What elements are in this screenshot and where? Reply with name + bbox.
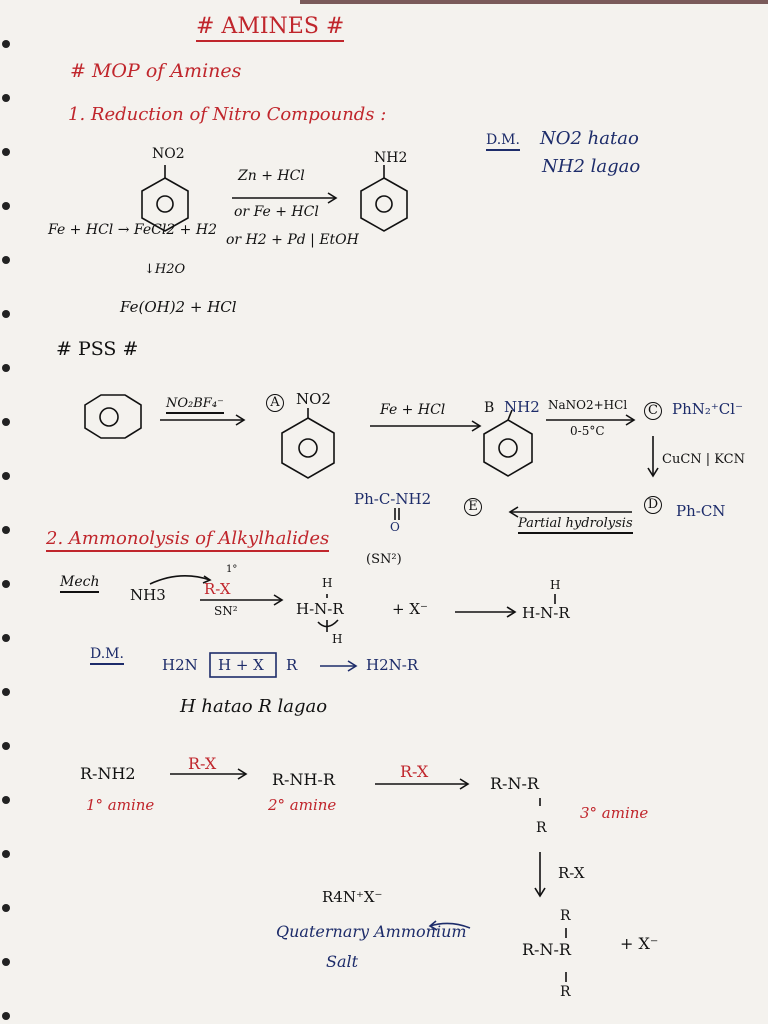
amino-group-label: NH2 [374, 150, 408, 166]
dm-rule: H hatao R lagao [180, 696, 328, 717]
pss-reagent-fe-hcl: Fe + HCl [380, 402, 446, 418]
mech-rx: R-X [204, 580, 231, 598]
pss-nh2-label: NH2 [504, 398, 540, 416]
quaternary-r-bottom: R [560, 984, 571, 1000]
aniline-ring [361, 165, 407, 231]
nitro-group-label: NO2 [152, 146, 185, 162]
sequence-reagent-1: R-X [188, 754, 217, 773]
pss-arrow-down [648, 436, 658, 476]
sequence-arrows [170, 769, 566, 982]
dm-label-2: D.M. [90, 646, 124, 665]
dm-box-h-x: H + X [218, 656, 264, 674]
pss-benzonitrile: Ph-CN [676, 502, 726, 520]
section2-sn2-note: (SN²) [366, 552, 402, 567]
pss-diazonium: PhN₂⁺Cl⁻ [672, 400, 744, 418]
mech-intermediate-h-bottom: H [332, 632, 343, 646]
hydroxide-equation: Fe(OH)2 + HCl [120, 298, 237, 316]
amide-carbonyl [395, 508, 399, 520]
pss-benzamide-oxygen: O [390, 520, 400, 534]
reagent-fe-hcl: or Fe + HCl [234, 204, 319, 220]
sequence-reagent-2: R-X [400, 762, 429, 781]
benzene-ring-start [85, 395, 141, 438]
quaternary-name-line2: Salt [326, 952, 359, 971]
pss-arrow-1 [160, 415, 244, 425]
aniline-ring-b [484, 410, 532, 476]
pss-no2-label: NO2 [296, 390, 331, 408]
dm-line-nh2-lagao: NH2 lagao [542, 156, 641, 177]
label-e: E [464, 498, 482, 516]
mech-rx-degree: 1° [226, 564, 238, 575]
primary-amine: R-NH2 [80, 764, 136, 783]
reduction-arrow [232, 193, 336, 203]
pss-reagent-cucn: CuCN | KCN [662, 452, 745, 467]
label-d: D [644, 496, 662, 514]
reagent-h2-pd: or H2 + Pd | EtOH [226, 232, 359, 248]
mech-label: Mech [60, 574, 99, 593]
label-a: A [266, 394, 284, 412]
tertiary-amine: R-N-R [490, 774, 539, 793]
tertiary-amine-label: 3° amine [580, 804, 649, 822]
pss-reagent-nitronium: NO₂BF₄⁻ [166, 396, 224, 414]
mech-intermediate: H-N-R [296, 600, 344, 618]
dm-r: R [286, 656, 298, 674]
pss-partial-hydrolysis: Partial hydrolysis [518, 516, 633, 534]
label-b: B [484, 400, 495, 416]
mop-heading: # MOP of Amines [70, 60, 242, 82]
dm-product: H2N-R [366, 656, 419, 674]
quaternary-name-line1: Quaternary Ammonium [276, 922, 467, 941]
section2-heading: 2. Ammonolysis of Alkylhalides [46, 528, 329, 552]
quaternary-plus-x: + X⁻ [620, 934, 659, 953]
dm-line-no2-hatao: NO2 hatao [540, 128, 639, 149]
tertiary-amine-r-bottom: R [536, 820, 547, 836]
primary-amine-label: 1° amine [86, 796, 155, 814]
mech-nh3: NH3 [130, 586, 166, 604]
mech-product-h: H [550, 578, 561, 592]
mech-product: H-N-R [522, 604, 570, 622]
quaternary-formula: R4N⁺X⁻ [322, 888, 383, 906]
secondary-amine: R-NH-R [272, 770, 335, 789]
spiral-binding [0, 0, 20, 1024]
section1-heading: 1. Reduction of Nitro Compounds : [68, 104, 387, 125]
pss-benzamide: Ph-C-NH2 [354, 490, 432, 508]
mech-plus-x: + X⁻ [392, 600, 428, 618]
page-title: # AMINES # [196, 14, 344, 42]
secondary-amine-label: 2° amine [268, 796, 337, 814]
nitrobenzene-ring-a [282, 408, 334, 478]
pss-reagent-temp: 0-5°C [570, 424, 605, 438]
quaternary-salt: R-N-R [522, 940, 571, 959]
dm-label-1: D.M. [486, 132, 520, 151]
dm-h2n: H2N [162, 656, 198, 674]
fe-hcl-equation: Fe + HCl → FeCl2 + H2 [48, 222, 217, 238]
mech-intermediate-h-top: H [322, 576, 333, 590]
water-step: ↓H2O [144, 262, 186, 277]
reagent-zn-hcl: Zn + HCl [238, 168, 305, 184]
quaternary-r-top: R [560, 908, 571, 924]
pss-heading: # PSS # [56, 338, 139, 360]
pss-arrow-2 [370, 421, 480, 431]
sequence-reagent-3: R-X [558, 864, 585, 882]
mech-sn2: SN² [214, 604, 238, 618]
label-c: C [644, 402, 662, 420]
pss-reagent-nano2: NaNO2+HCl [548, 398, 628, 412]
